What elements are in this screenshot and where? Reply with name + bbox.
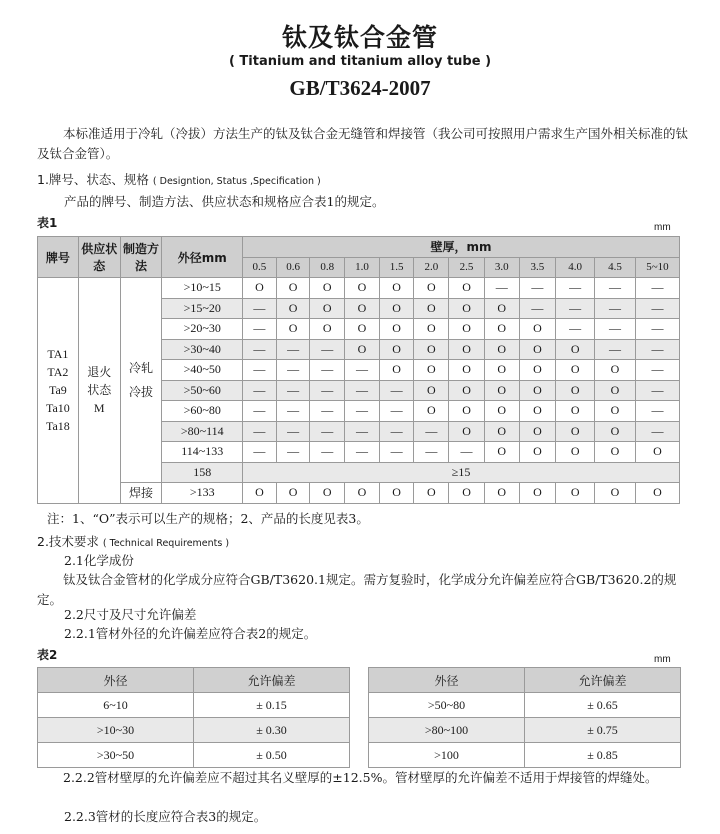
thickness-cell: — (635, 360, 679, 381)
thickness-cell: O (345, 319, 380, 340)
table-row (38, 483, 680, 504)
table1-unit: mm (654, 222, 671, 233)
thickness-cell: O (595, 401, 636, 422)
table2-header: 允许偏差 (525, 668, 681, 693)
thickness-cell: — (449, 442, 485, 463)
thickness-cell: O (414, 483, 449, 504)
table2-cell: >100 (369, 743, 525, 768)
table2-cell: >10~30 (38, 718, 194, 743)
thickness-cell: O (556, 421, 595, 442)
od-cell: >50~60 (162, 380, 243, 401)
table1-label: 表1 (37, 216, 58, 230)
thickness-cell: O (519, 401, 556, 422)
table2-cell: ± 0.15 (194, 693, 350, 718)
od-cell: >133 (162, 483, 243, 504)
table2-cell: ± 0.75 (525, 718, 681, 743)
grade-item: Ta18 (45, 419, 70, 434)
thickness-cell: — (243, 442, 277, 463)
page-subtitle: ( Titanium and titanium alloy tube ) (228, 54, 492, 69)
thickness-cell: O (414, 319, 449, 340)
od-cell: 158 (162, 462, 243, 483)
thickness-cell: O (449, 278, 485, 299)
table2-cell: ± 0.85 (525, 743, 681, 768)
thickness-cell: O (556, 442, 595, 463)
section1-title: 1.牌号、状态、规格 (37, 172, 149, 187)
thickness-cell: — (595, 298, 636, 319)
thickness-cell: — (635, 278, 679, 299)
intro-paragraph: 本标准适用于冷轧（冷拔）方法生产的钛及钛合金无缝管和焊接管（我公司可按照用户需求生产国外相关标准的钛及钛合金管）。 (37, 126, 689, 161)
thickness-cell: — (310, 401, 345, 422)
table1 (37, 236, 680, 504)
thickness-cell: — (276, 380, 310, 401)
thickness-cell: O (449, 339, 485, 360)
od-cell: >40~50 (162, 360, 243, 381)
table2-cell: >80~100 (369, 718, 525, 743)
thickness-cell: O (379, 360, 414, 381)
table2 (37, 667, 681, 768)
thickness-cell: — (276, 401, 310, 422)
thickness-cell: O (310, 278, 345, 299)
thickness-cell: — (243, 319, 277, 340)
supply-state-line: M (93, 401, 105, 416)
thickness-header: 0.5 (243, 257, 277, 278)
thickness-cell: O (243, 278, 277, 299)
thickness-cell: — (556, 278, 595, 299)
thickness-cell: O (519, 319, 556, 340)
header-thickness: 壁厚，mm (243, 237, 680, 258)
thickness-cell: O (519, 483, 556, 504)
thickness-cell: O (519, 442, 556, 463)
table-gap (350, 668, 369, 693)
grade-item: TA2 (47, 365, 69, 380)
table2-cell: >50~80 (369, 693, 525, 718)
thickness-cell: O (484, 421, 519, 442)
thickness-cell: O (556, 339, 595, 360)
thickness-cell: O (449, 401, 485, 422)
section2-2-title: 2.2尺寸及尺寸允许偏差 (64, 607, 197, 622)
thickness-header: 2.5 (449, 257, 485, 278)
thickness-cell: O (414, 401, 449, 422)
thickness-header: 4.5 (595, 257, 636, 278)
thickness-cell: O (595, 483, 636, 504)
thickness-cell: O (484, 380, 519, 401)
section2-2-1-text: 2.2.1管材外径的允许偏差应符合表2的规定。 (64, 626, 317, 641)
thickness-cell: O (449, 483, 485, 504)
thickness-span-cell: ≥15 (243, 462, 680, 483)
section1-text: 产品的牌号、制造方法、供应状态和规格应合表1的规定。 (64, 194, 385, 209)
thickness-cell: — (345, 421, 380, 442)
table2-header: 外径 (38, 668, 194, 693)
thickness-header: 1.5 (379, 257, 414, 278)
thickness-cell: O (484, 319, 519, 340)
thickness-cell: O (519, 360, 556, 381)
thickness-cell: O (595, 360, 636, 381)
thickness-cell: O (519, 421, 556, 442)
table-gap (350, 693, 369, 718)
table-row (38, 718, 681, 743)
table-row (38, 278, 680, 299)
method-weld: 焊接 (120, 483, 162, 504)
od-cell: >30~40 (162, 339, 243, 360)
thickness-cell: O (449, 380, 485, 401)
thickness-header: 5~10 (635, 257, 679, 278)
thickness-cell: O (379, 278, 414, 299)
standard-number: GB/T3624-2007 (289, 76, 431, 100)
table2-header: 外径 (369, 668, 525, 693)
thickness-cell: O (310, 298, 345, 319)
thickness-cell: O (379, 319, 414, 340)
thickness-header: 4.0 (556, 257, 595, 278)
table2-cell: ± 0.50 (194, 743, 350, 768)
header-method: 制造方法 (120, 237, 162, 278)
table2-cell: 6~10 (38, 693, 194, 718)
method-cold-line: 冷轧 (129, 361, 154, 375)
thickness-cell: — (556, 319, 595, 340)
thickness-cell: O (484, 442, 519, 463)
thickness-cell: — (595, 319, 636, 340)
thickness-cell: — (379, 421, 414, 442)
od-cell: >80~114 (162, 421, 243, 442)
table-header-row (38, 668, 681, 693)
thickness-cell: — (276, 442, 310, 463)
thickness-cell: O (379, 298, 414, 319)
thickness-cell: O (635, 483, 679, 504)
thickness-cell: O (345, 339, 380, 360)
header-supply-state: 供应状态 (78, 237, 120, 278)
od-cell: >10~15 (162, 278, 243, 299)
thickness-cell: O (595, 442, 636, 463)
thickness-cell: O (310, 319, 345, 340)
section1-heading (37, 170, 321, 188)
table2-cell: >30~50 (38, 743, 194, 768)
thickness-cell: O (484, 360, 519, 381)
thickness-cell: O (276, 298, 310, 319)
thickness-cell: O (379, 483, 414, 504)
thickness-cell: — (414, 442, 449, 463)
thickness-cell: O (345, 298, 380, 319)
thickness-cell: O (449, 319, 485, 340)
thickness-cell: — (635, 421, 679, 442)
thickness-cell: — (276, 360, 310, 381)
thickness-cell: — (519, 298, 556, 319)
section1-subtitle: ( Designtion, Status ,Specification ) (152, 176, 321, 187)
thickness-cell: — (484, 278, 519, 299)
table-gap (350, 718, 369, 743)
thickness-cell: — (310, 360, 345, 381)
thickness-cell: O (345, 483, 380, 504)
thickness-cell: O (556, 401, 595, 422)
table-row (38, 743, 681, 768)
table2-cell: ± 0.30 (194, 718, 350, 743)
od-cell: 114~133 (162, 442, 243, 463)
thickness-cell: O (484, 401, 519, 422)
grade-item: Ta10 (45, 401, 70, 416)
table1-note: 注：1、“O”表示可以生产的规格；2、产品的长度见表3。 (47, 511, 369, 526)
thickness-cell: — (243, 380, 277, 401)
thickness-cell: — (276, 339, 310, 360)
thickness-cell: O (276, 483, 310, 504)
thickness-cell: O (595, 380, 636, 401)
thickness-header: 0.8 (310, 257, 345, 278)
thickness-cell: — (310, 442, 345, 463)
thickness-cell: O (276, 278, 310, 299)
thickness-cell: — (345, 401, 380, 422)
thickness-cell: O (635, 442, 679, 463)
thickness-cell: O (449, 421, 485, 442)
thickness-cell: — (379, 380, 414, 401)
table2-unit: mm (654, 654, 671, 665)
supply-state (78, 278, 120, 504)
thickness-cell: O (556, 360, 595, 381)
table-row (38, 693, 681, 718)
supply-state-line: 状态 (87, 383, 112, 398)
thickness-cell: — (243, 401, 277, 422)
thickness-cell: O (556, 483, 595, 504)
grade-item: Ta9 (48, 383, 67, 398)
section2-2-2-text: 2.2.2管材壁厚的允许偏差应不超过其名义壁厚的±12.5%。管材壁厚的允许偏差不适用于焊接管的焊缝处。 (63, 770, 658, 785)
page-title: 钛及钛合金管 (281, 23, 438, 52)
thickness-cell: O (519, 339, 556, 360)
thickness-cell: O (414, 278, 449, 299)
section2-title: 2.技术要求 (37, 534, 99, 549)
table2-cell: ± 0.65 (525, 693, 681, 718)
thickness-cell: O (519, 380, 556, 401)
thickness-header: 0.6 (276, 257, 310, 278)
thickness-cell: O (414, 339, 449, 360)
thickness-cell: — (310, 339, 345, 360)
thickness-header: 3.0 (484, 257, 519, 278)
thickness-cell: — (345, 380, 380, 401)
thickness-cell: O (449, 360, 485, 381)
thickness-header: 2.0 (414, 257, 449, 278)
header-grade: 牌号 (38, 237, 79, 278)
thickness-cell: — (635, 380, 679, 401)
thickness-cell: — (379, 401, 414, 422)
thickness-cell: O (484, 339, 519, 360)
section2-2-3-text: 2.2.3管材的长度应符合表3的规定。 (64, 809, 267, 824)
thickness-cell: O (310, 483, 345, 504)
thickness-cell: O (276, 319, 310, 340)
thickness-cell: — (635, 298, 679, 319)
thickness-cell: O (243, 483, 277, 504)
method-cold-line: 冷拔 (129, 385, 154, 399)
thickness-header: 3.5 (519, 257, 556, 278)
thickness-cell: — (345, 442, 380, 463)
thickness-cell: — (595, 339, 636, 360)
thickness-cell: O (484, 483, 519, 504)
header-od: 外径mm (162, 237, 243, 278)
thickness-cell: O (484, 298, 519, 319)
thickness-cell: O (449, 298, 485, 319)
od-cell: >60~80 (162, 401, 243, 422)
section2-1-title: 2.1化学成份 (64, 553, 134, 568)
table2-label: 表2 (37, 648, 58, 662)
od-cell: >20~30 (162, 319, 243, 340)
grade-list (38, 278, 79, 504)
thickness-cell: O (379, 339, 414, 360)
thickness-cell: O (595, 421, 636, 442)
thickness-cell: O (414, 380, 449, 401)
thickness-cell: — (595, 278, 636, 299)
thickness-cell: — (635, 319, 679, 340)
section2-subtitle: ( Technical Requirements ) (102, 538, 230, 549)
thickness-cell: — (345, 360, 380, 381)
section2-1-text: 钛及钛合金管材的化学成分应符合GB/T3620.1规定。需方复验时，化学成分允许偏差应符合GB/T3620.2的规定。 (37, 572, 677, 607)
thickness-cell: O (414, 298, 449, 319)
thickness-cell: O (414, 360, 449, 381)
thickness-cell: — (243, 339, 277, 360)
thickness-cell: — (310, 380, 345, 401)
thickness-header: 1.0 (345, 257, 380, 278)
thickness-cell: — (243, 298, 277, 319)
thickness-cell: — (379, 442, 414, 463)
thickness-cell: — (243, 421, 277, 442)
thickness-cell: — (414, 421, 449, 442)
thickness-cell: — (635, 401, 679, 422)
thickness-cell: — (276, 421, 310, 442)
thickness-cell: — (310, 421, 345, 442)
section2-heading (37, 532, 229, 550)
thickness-cell: — (243, 360, 277, 381)
supply-state-line: 退火 (87, 365, 112, 380)
table-gap (350, 743, 369, 768)
thickness-cell: O (345, 278, 380, 299)
thickness-cell: — (635, 339, 679, 360)
thickness-cell: — (519, 278, 556, 299)
thickness-cell: O (556, 380, 595, 401)
table2-header: 允许偏差 (194, 668, 350, 693)
grade-item: TA1 (47, 347, 69, 362)
thickness-cell: — (556, 298, 595, 319)
od-cell: >15~20 (162, 298, 243, 319)
method-cold (120, 278, 162, 483)
